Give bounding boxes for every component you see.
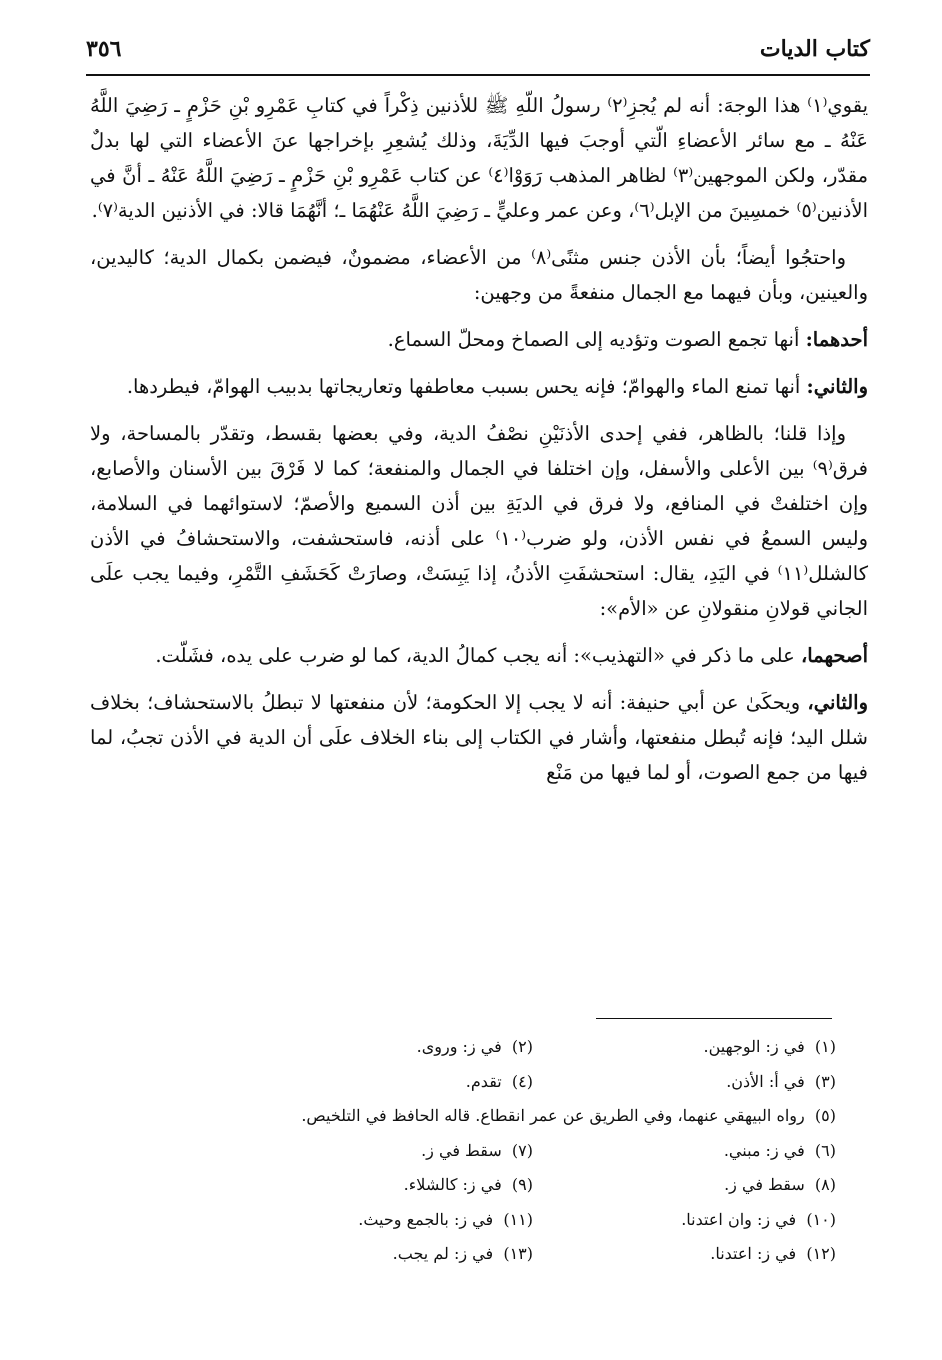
footnote xyxy=(230,1099,836,1134)
footnote xyxy=(533,1030,836,1065)
paragraph-text: على ما ذكر في «التهذيب»: أنه يجب كمالُ الدية، كما لو ضرب على يده، فشَلّت. xyxy=(155,644,801,667)
section-title: كتاب الديات xyxy=(759,36,870,62)
paragraph-3 xyxy=(90,322,868,357)
paragraph-lead: أحدهما: xyxy=(805,328,868,351)
footnote-text: في أ: الأذن. xyxy=(726,1071,805,1091)
footnote-row xyxy=(230,1065,836,1100)
footnote xyxy=(533,1203,836,1238)
footnote-text: في ز: مبني. xyxy=(723,1140,805,1160)
footnote-row xyxy=(230,1030,836,1065)
footnote xyxy=(230,1168,533,1203)
page-number: ٣٥٦ xyxy=(86,36,122,62)
footnote-text: في ز: كالشلاء. xyxy=(403,1175,502,1194)
footnote-row xyxy=(230,1134,836,1169)
footnote-rule xyxy=(596,1018,832,1019)
footnote-row xyxy=(230,1203,836,1238)
footnote-text: في ز: الوجهين. xyxy=(703,1037,805,1056)
paragraph-6 xyxy=(90,638,868,673)
footnotes xyxy=(230,1030,836,1272)
paragraph-4 xyxy=(90,369,868,404)
footnote-row xyxy=(230,1237,836,1272)
footnote-number: (٦) xyxy=(814,1140,836,1160)
footnote-text: في ز: اعتدنا. xyxy=(710,1244,797,1263)
footnote-number: (١٢) xyxy=(806,1244,836,1263)
footnote-number: (٣) xyxy=(814,1071,836,1091)
footnote-number: (٩) xyxy=(511,1175,533,1194)
footnote xyxy=(230,1134,533,1169)
footnote-text: سقط في ز. xyxy=(421,1140,502,1160)
header-rule xyxy=(86,74,870,76)
footnote-number: (٤) xyxy=(511,1071,533,1091)
footnote xyxy=(533,1237,836,1272)
paragraph-text: وإذا قلنا؛ بالظاهر، ففي إحدى الأذنَيْنِ نصْفُ الدية، وفي بعضها بقسط، وتقدّر بالمساحة، ولا فرق⁽٩⁾ بين الأعلى والأسفل، وإن اختلفا في الجمال والمنفعة؛ كما لا فَرْقَ بين الأسنان والأصابع، وإن اختلفتْ في المنافع، ولا فرق في الديَةِ بين أذن السميع والأصمّ؛ لاستوائهما في السلامة، وليس السمعُ في نفس الأذن، ولو ضرب⁽١٠⁾ على أذنه، فاستحشفت، والاستحشافُ في الأذن كالشلل⁽١١⁾ في اليَدِ، يقال: استحشفَتِ الأذنُ، إذا يَبِسَتْ، وصارَتْ كَحَشَفِ التَّمْرِ، وفيما يجب علَى الجاني قولانِ منقولانِ عن «الأم»: xyxy=(90,422,868,620)
footnote-number: (١) xyxy=(814,1037,836,1056)
footnote-number: (٥) xyxy=(814,1106,836,1125)
paragraph-lead: أصحهما، xyxy=(800,644,868,667)
footnote xyxy=(230,1065,533,1100)
footnote-text: في ز: لم يجب. xyxy=(392,1244,494,1263)
footnote-row xyxy=(230,1168,836,1203)
footnote-text: في ز: بالجمع وحيث. xyxy=(358,1209,494,1229)
footnote xyxy=(533,1134,836,1169)
paragraph-lead: والثاني، xyxy=(807,691,868,714)
paragraph-text: يقوي⁽١⁾ هذا الوجهَ: أنه لم يُجزِ⁽٢⁾ رسولُ اللّهِ ﷺ للأذنين ذِكْراً في كتابِ عَمْرِو بْنِ حَزْمٍ ـ رَضِيَ اللَّهُ عَنْهُ ـ مع سائر الأعضاءِ الّتي أوجبَ فيها الدِّيَةَ، وذلك يُشعِرِ بإخراجها عنَ الأعضاء التي لها بدلٌ مقدّر، ولكن الموجهين⁽٣⁾ لظاهر المذهب رَوَوْا⁽٤⁾ عن كتاب عَمْرِو بْنِ حَزْمٍ ـ رَضِيَ اللَّهُ عَنْهُ ـ أنَّ في الأذنين⁽٥⁾ خمسِينَ من الإبل⁽٦⁾، وعن عمر وعليٍّ ـ رَضِيَ اللَّهُ عَنْهُمَا ـ؛ أنَّهُمَا قالا: في الأذنين الدية⁽٧⁾. xyxy=(90,94,869,222)
footnote-text: سقط في ز. xyxy=(724,1175,805,1194)
footnote-row xyxy=(230,1099,836,1134)
footnote-number: (٢) xyxy=(511,1037,533,1056)
main-text xyxy=(90,88,868,802)
paragraph-7 xyxy=(90,685,868,790)
footnote xyxy=(230,1203,533,1238)
footnote-text: في ز: وان اعتدنا. xyxy=(681,1209,797,1229)
paragraph-5 xyxy=(90,416,868,626)
paragraph-text: ويحكَىٰ عن أبي حنيفة: أنه لا يجب إلا الحكومة؛ لأن منفعتها لا تبطلُ بالاستحشاف؛ بخلاف شلل اليد؛ فإنه تُبطل منفعتها، وأشار في الكتاب إلى بناء الخلاف علَى أن الدية في الأذن تجبُ، لما فيها من جمع الصوت، أو لما فيها من مَنْع xyxy=(90,691,868,784)
footnote xyxy=(533,1065,836,1100)
footnote-number: (١٣) xyxy=(503,1244,533,1263)
paragraph-lead: والثاني: xyxy=(806,375,868,398)
paragraph-text: أنها تمنع الماء والهوامّ؛ فإنه يحس بسبب معاطفها وتعاريجاتها بدبيب الهوامّ، فيطردها. xyxy=(126,375,807,398)
footnote-text: رواه البيهقي عنهما، وفي الطريق عن عمر انقطاع. قاله الحافظ في التلخيص. xyxy=(301,1106,805,1125)
footnote-text: في ز: وروى. xyxy=(416,1037,502,1056)
footnote-number: (١٠) xyxy=(806,1209,836,1229)
footnote-number: (٨) xyxy=(814,1175,836,1194)
paragraph-2 xyxy=(90,240,868,310)
paragraph-text: واحتجُوا أيضاً؛ بأن الأذن جنس مثنًى⁽٨⁾ من الأعضاء، مضمونٌ، فيضمن بكمال الدية؛ كاليدين، والعينين، وبأن فيهما مع الجمال منفعةً من وجهين: xyxy=(90,246,868,304)
footnote-number: (١١) xyxy=(503,1209,533,1229)
paragraph-1 xyxy=(90,88,868,228)
paragraph-text: أنها تجمع الصوت وتؤديه إلى الصماخ ومحلّ السماع. xyxy=(387,328,806,351)
footnote xyxy=(230,1237,533,1272)
footnote-text: تقدم. xyxy=(465,1071,502,1091)
footnote xyxy=(533,1168,836,1203)
footnote xyxy=(230,1030,533,1065)
footnote-number: (٧) xyxy=(511,1140,533,1160)
page-header xyxy=(86,30,870,68)
